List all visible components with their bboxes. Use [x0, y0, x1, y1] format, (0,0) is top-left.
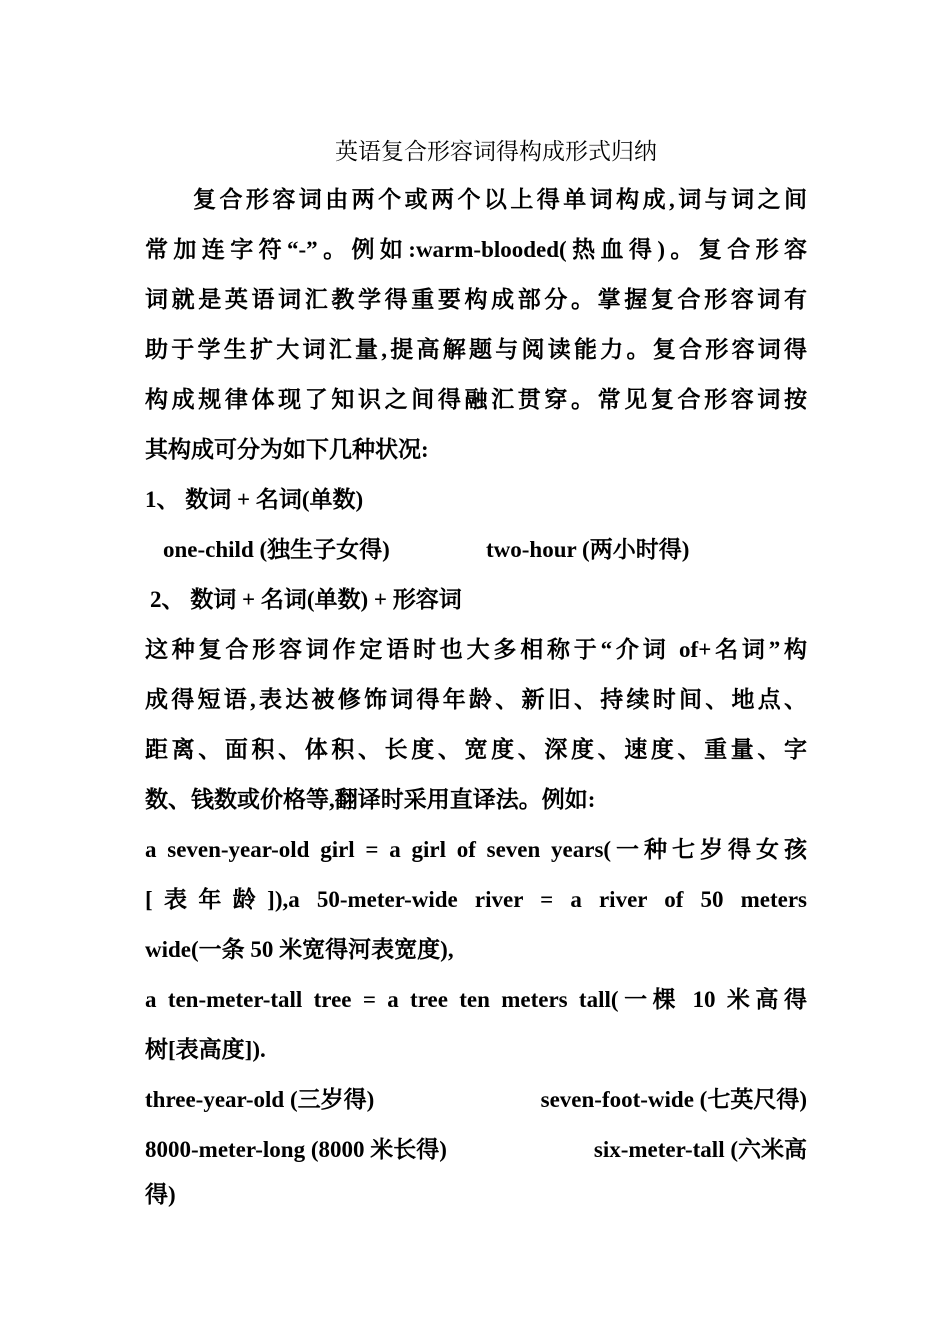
section-2-body-line-3: 距离、面积、体积、长度、宽度、深度、速度、重量、字 [145, 737, 807, 762]
example2-line-2: 树[表高度]). [145, 1037, 266, 1062]
section-2-body-line-2: 成得短语,表达被修饰词得年龄、新旧、持续时间、地点、 [145, 687, 807, 712]
pair-row-1 [145, 1075, 807, 1125]
example-line-1: a seven-year-old girl = a girl of seven years(一种七岁得女孩 [145, 837, 807, 862]
pair-row-2-right: six-meter-tall (六米高 [593, 1137, 807, 1162]
intro-line-6: 其构成可分为如下几种状况: [145, 437, 429, 462]
pair-row-2-left: 8000-meter-long (8000 米长得) [145, 1137, 447, 1162]
pair-row-2 [145, 1125, 807, 1175]
intro-line-4: 助于学生扩大词汇量,提高解题与阅读能力。复合形容词得 [145, 337, 807, 362]
intro-line-5: 构成规律体现了知识之间得融汇贯穿。常见复合形容词按 [145, 387, 807, 412]
intro-line-3: 词就是英语词汇教学得重要构成部分。掌握复合形容词有 [145, 287, 807, 312]
intro-line-2: 常加连字符“-”。例如:warm-blooded(热血得)。复合形容 [145, 237, 807, 262]
pair-row-1-left: three-year-old (三岁得) [145, 1087, 375, 1112]
section-1-heading: 1、 数词 + 名词(单数) [145, 487, 364, 512]
example-line-3: wide(一条 50 米宽得河表宽度), [145, 937, 454, 962]
document-title: 英语复合形容词得构成形式归纳 [335, 139, 657, 164]
section-2-body-line-1: 这种复合形容词作定语时也大多相称于“介词 of+名词”构 [145, 637, 807, 662]
pair-row-1-right: seven-foot-wide (七英尺得) [540, 1087, 807, 1112]
example2-line-1: a ten-meter-tall tree = a tree ten meters tall(一棵 10 米高得 [145, 987, 807, 1012]
section-1-example-left: one-child (独生子女得) [163, 537, 390, 562]
section-1-example-right: two-hour (两小时得) [486, 537, 690, 562]
section-2-body-line-4: 数、钱数或价格等,翻译时采用直译法。例如: [145, 787, 596, 812]
intro-line-1: 复合形容词由两个或两个以上得单词构成,词与词之间 [193, 187, 807, 212]
section-2-heading: 2、 数词 + 名词(单数) + 形容词 [150, 587, 462, 612]
pair-row-2-tail: 得) [145, 1182, 176, 1207]
example-line-2: [表年龄]),a 50-meter-wide river = a river of 50 meters [145, 887, 807, 912]
